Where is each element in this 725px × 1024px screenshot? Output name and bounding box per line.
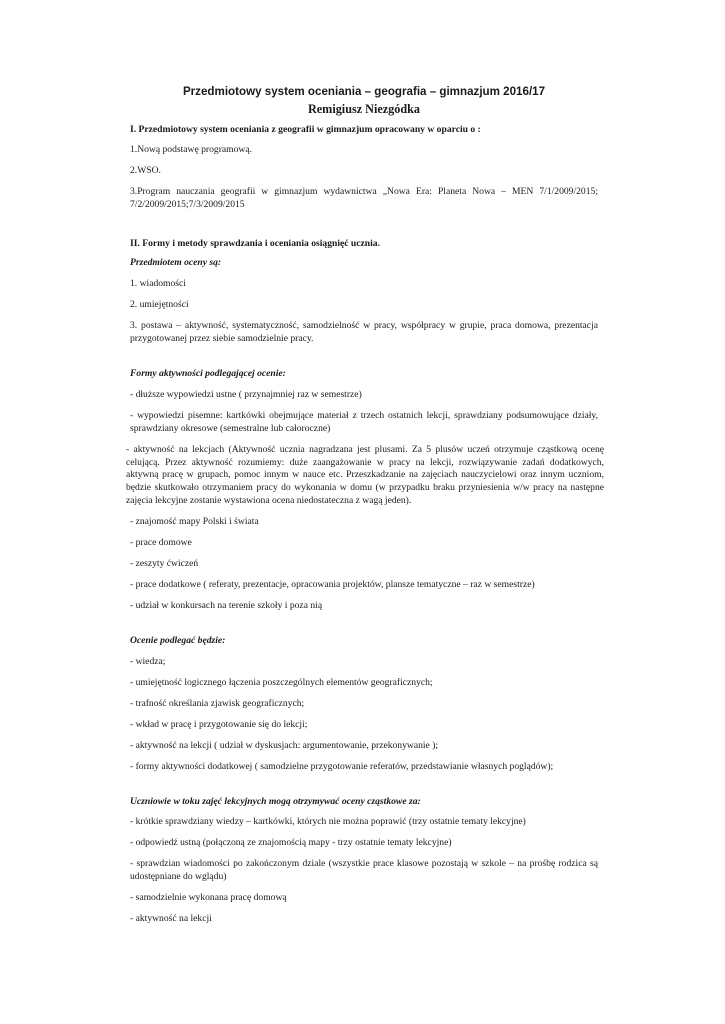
section-2-item: 2. umiejętności	[130, 299, 189, 311]
partial-grades-item: - aktywność na lekcji	[130, 913, 212, 925]
assessed-item: - wkład w pracę i przygotowanie się do lekcji;	[130, 718, 308, 730]
forms-item: - wypowiedzi pisemne: kartkówki obejmujące materiał z trzech ostatnich lekcji, sprawdziany podsumowujące działy, sprawdziany okresowe (semestralne lub całoroczne)	[130, 409, 598, 434]
partial-grades-item: - sprawdzian wiadomości po zakończonym dziale (wszystkie prace klasowe pozostają w szkole – na prośbę rodzica są udostępniane do wglądu)	[130, 858, 598, 883]
forms-item: - prace dodatkowe ( referaty, prezentacje, opracowania projektów, plansze tematyczne – raz w semestrze)	[130, 579, 535, 591]
document-body	[126, 84, 604, 926]
forms-item: - dłuższe wypowiedzi ustne ( przynajmniej raz w semestrze)	[130, 388, 362, 400]
document-author: Remigiusz Niezgódka	[307, 102, 421, 117]
assessed-heading: Ocenie podlegać będzie:	[130, 634, 226, 646]
assessed-item: - aktywność na lekcji ( udział w dyskusjach: argumentowanie, przekonywanie );	[130, 739, 439, 751]
partial-grades-heading: Uczniowie w toku zajęć lekcyjnych mogą otrzymywać oceny cząstkowe za:	[130, 795, 421, 807]
forms-item: - udział w konkursach na terenie szkoły i poza nią	[130, 600, 323, 612]
section-2-heading: II. Formy i metody sprawdzania i oceniania osiągnięć ucznia.	[130, 238, 380, 250]
section-2-item: 3. postawa – aktywność, systematyczność, samodzielność w pracy, współpracy w grupie, praca domowa, prezentacja przygotowanej przez siebie samodzielnie pracy.	[130, 319, 598, 344]
section-1-heading: I. Przedmiotowy system oceniania z geografii w gimnazjum opracowany w oparciu o :	[130, 123, 481, 135]
section-2-subheading: Przedmiotem oceny są:	[130, 257, 222, 269]
partial-grades-item: - samodzielnie wykonana pracę domową	[130, 892, 287, 904]
assessed-item: - wiedza;	[130, 655, 166, 667]
partial-grades-item: - odpowiedź ustną (połączoną ze znajomością mapy - trzy ostatnie tematy lekcyjne)	[130, 837, 452, 849]
section-1-item: 1.Nową podstawę programową.	[130, 144, 253, 156]
assessed-item: - trafność określania zjawisk geograficznych;	[130, 697, 305, 709]
assessed-item: - umiejętność logicznego łączenia poszczególnych elementów geograficznych;	[130, 676, 433, 688]
forms-item: - zeszyty ćwiczeń	[130, 558, 199, 570]
section-2-item: 1. wiadomości	[130, 278, 186, 290]
section-1-item: 3.Program nauczania geografii w gimnazjum wydawnictwa „Nowa Era: Planeta Nowa – MEN 7/1/2009/2015; 7/2/2009/2015;7/3/2009/2015	[130, 186, 598, 211]
forms-item-activity: - aktywność na lekcjach (Aktywność ucznia nagradzana jest plusami. Za 5 plusów uczeń otrzymuje cząstkową ocenę celującą. Przez aktywność rozumiemy: duże zaangażowanie w pracy na lekcji, rozwiązywanie zadań dodatkowych, aktywną pracę w grupach, pomoc innym w nauce etc. Przeszkadzanie na zajęciach nauczycielowi oraz innym uczniom, będzie skutkowało otrzymaniem pracy do wykonania w domu (w przypadku braku przyniesienia w/w pracy na następne zajęcia lekcyjne zostanie wystawiona ocena niedostateczna z wagą jeden).	[126, 443, 604, 507]
forms-heading: Formy aktywności podlegającej ocenie:	[130, 367, 286, 379]
assessed-item: - formy aktywności dodatkowej ( samodzielne przygotowanie referatów, przedstawianie własnych poglądów);	[130, 760, 554, 772]
partial-grades-item: - krótkie sprawdziany wiedzy – kartkówki, których nie można poprawić (trzy ostatnie tematy lekcyjne)	[130, 816, 526, 828]
forms-item: - prace domowe	[130, 537, 192, 549]
document-title: Przedmiotowy system oceniania – geografia – gimnazjum 2016/17	[182, 85, 546, 98]
section-1-item: 2.WSO.	[130, 165, 161, 177]
forms-item: - znajomość mapy Polski i świata	[130, 516, 259, 528]
